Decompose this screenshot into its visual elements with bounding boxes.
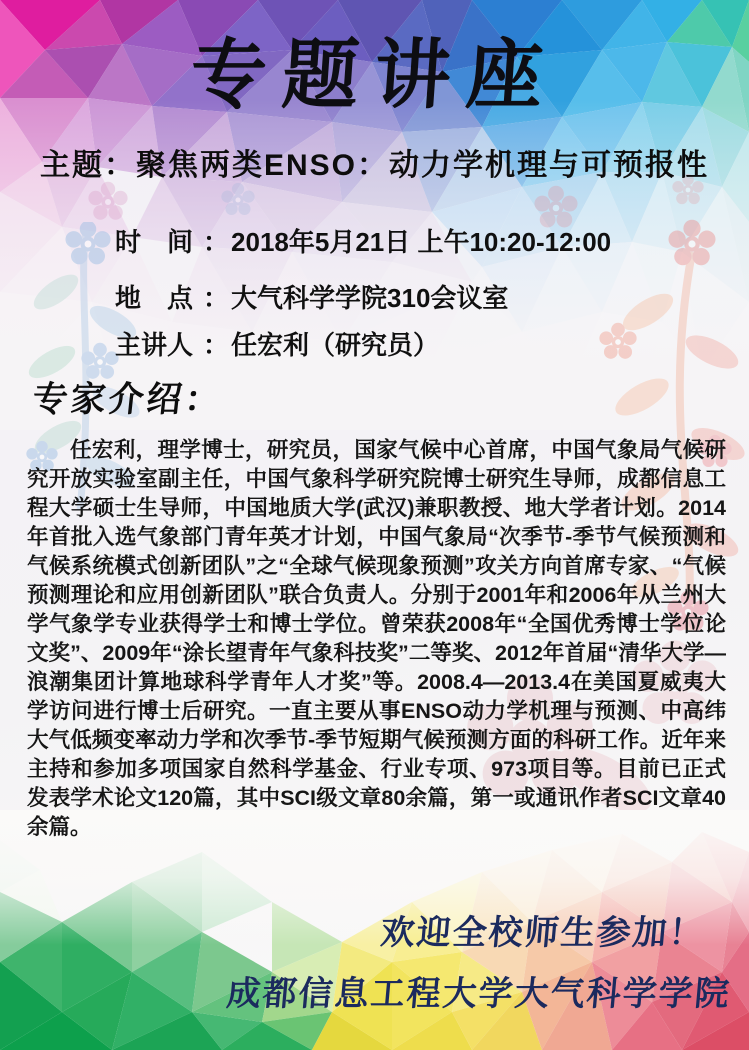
info-line-time bbox=[115, 222, 611, 259]
speaker-label: 主讲人 bbox=[115, 330, 194, 360]
expert-bio-paragraph: 任宏利，理学博士，研究员，国家气候中心首席，中国气象局气候研究开放实验室副主任，中国气象科学研究院博士研究生导师，成都信息工程大学硕士生导师，中国地质大学(武汉)兼职教授、地大学者计划。2014年首批入选气象部门青年英才计划，中国气象局“次季节-季节气候预测和气候系统模式创新团队”之“全球气候现象预测”攻关方向首席专家、“气候预测理论和应用创新团队”联合负责人。分别于2001年和2006年从兰州大学气象学专业获得学士和博士学位。曾荣获2008年“全国优秀博士学位论文奖”、2009年“涂长望青年气象科技奖”二等奖、2012年首届“清华大学—浪潮集团计算地球科学青年人才奖”等。2008.4—2013.4在美国夏威夷大学访问进行博士后研究。一直主要从事ENSO动力学机理与预测、中高纬大气低频变率动力学和次季节-季节短期气候预测方面的科研工作。近年来主持和参加多项国家自然科学基金、行业专项、973项目等。目前已正式发表学术论文120篇，其中SCI级文章80余篇，第一或通讯作者SCI文章40余篇。 bbox=[27, 438, 726, 839]
welcome-line: 欢迎全校师生参加！ bbox=[379, 915, 707, 952]
place-separator: ： bbox=[203, 283, 230, 313]
place-label: 地 点 bbox=[115, 283, 194, 313]
speaker-separator: ： bbox=[203, 330, 230, 360]
time-value: 2018年5月21日 上午10:20-12:00 bbox=[231, 227, 612, 257]
poster-title: 专题讲座 bbox=[187, 34, 562, 118]
lecture-topic: 主题：聚焦两类ENSO：动力学机理与可预报性 bbox=[39, 149, 710, 182]
time-label: 时 间 bbox=[115, 227, 194, 257]
expert-intro-heading: 专家介绍： bbox=[30, 380, 225, 419]
info-line-place bbox=[115, 278, 508, 315]
speaker-value: 任宏利（研究员） bbox=[231, 330, 440, 360]
organizer-line: 成都信息工程大学大气科学学院 bbox=[225, 976, 733, 1013]
place-value: 大气科学学院310会议室 bbox=[231, 283, 509, 313]
time-separator: ： bbox=[203, 227, 230, 257]
info-line-speaker bbox=[115, 325, 439, 362]
